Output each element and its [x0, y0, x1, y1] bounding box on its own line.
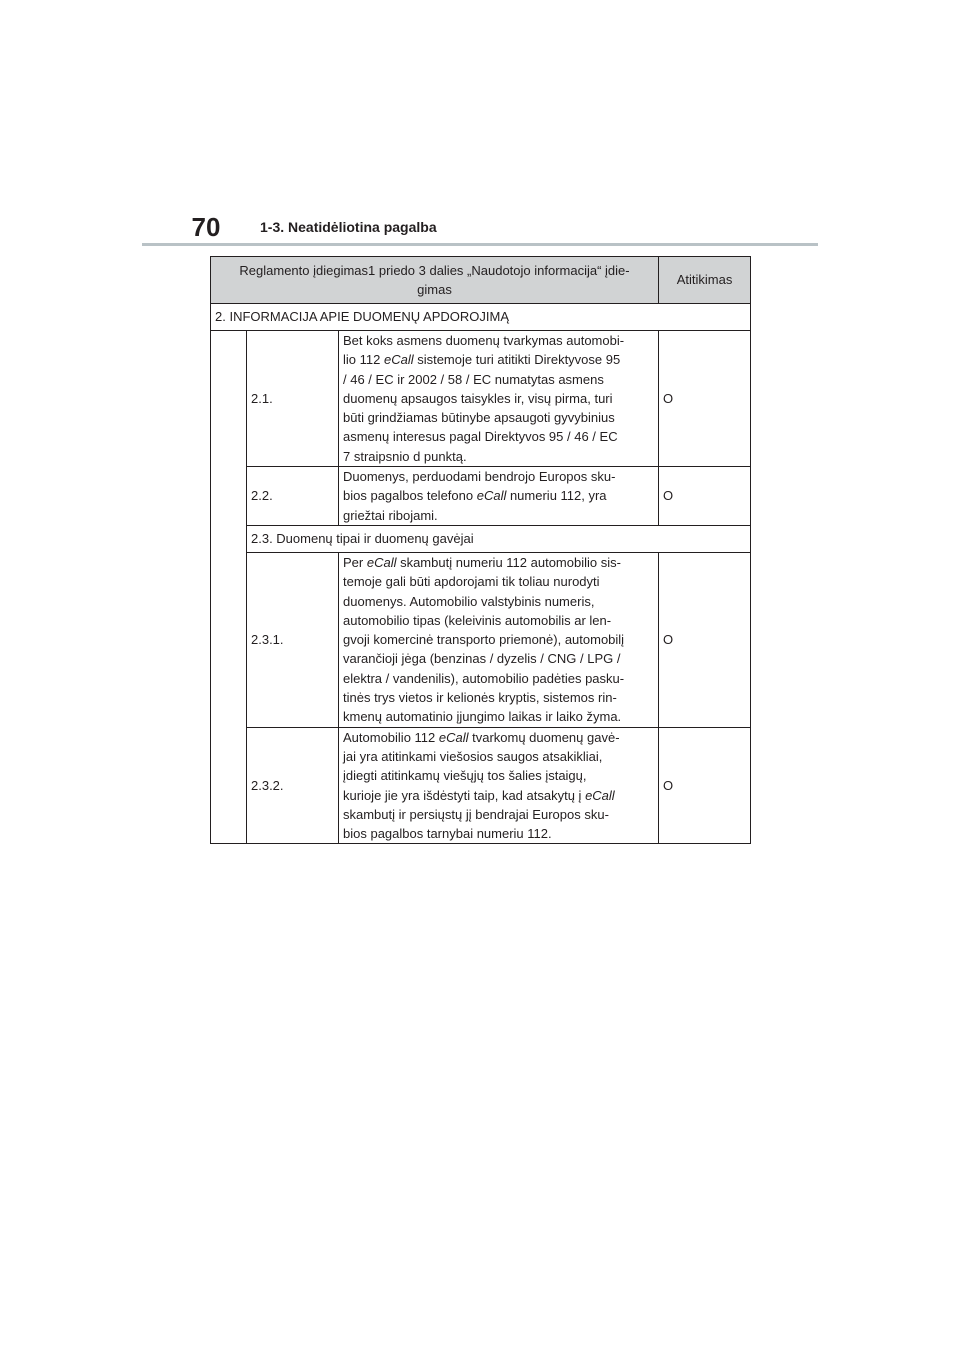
regulation-table	[210, 256, 751, 844]
description-line: kmenų automatinio įjungimo laikas ir laiko žyma.	[343, 709, 622, 725]
header-divider	[142, 243, 818, 246]
item-description	[339, 331, 659, 467]
description-line: asmenų interesus pagal Direktyvos 95 / 46 / EC	[343, 429, 618, 445]
description-line: Automobilio 112 eCall tvarkomų duomenų gavė-	[343, 729, 620, 745]
description-line: Duomenys, perduodami bendrojo Europos sku-	[343, 469, 616, 485]
description-line: tinės trys vietos ir kelionės kryptis, sistemos rin-	[343, 690, 617, 706]
column-header-line: Reglamento įdiegimas1 priedo 3 dalies „Naudotojo informacija“ įdie-	[239, 262, 630, 278]
description-line: jai yra atitinkami viešosios saugos atsakikliai,	[343, 748, 603, 764]
description-line: bios pagalbos tarnybai numeriu 112.	[343, 826, 552, 842]
description-line: 7 straipsnio d punktą.	[343, 448, 467, 464]
description-line: duomenys. Automobilio valstybinis numeris,	[343, 593, 595, 609]
ecall-term: eCall	[383, 352, 414, 368]
item-number: 2.2.	[247, 467, 339, 526]
description-line: gvoji komercinė transporto priemonė), automobilį	[343, 632, 625, 648]
description-line: lio 112 eCall sistemoje turi atitikti Direktyvose 95	[343, 352, 621, 368]
description-line: įdiegti atitinkamų viešųjų tos šalies įstaigų,	[343, 768, 587, 784]
ecall-term: eCall	[366, 554, 397, 570]
description-line: griežtai ribojami.	[343, 507, 438, 523]
table-row	[211, 727, 751, 844]
column-header-line: gimas	[417, 282, 452, 297]
section-title: 1-3. Neatidėliotina pagalba	[260, 219, 437, 235]
description-line: / 46 / EC ir 2002 / 58 / EC numatytas asmens	[343, 371, 604, 387]
description-line: elektra / vandenilis), automobilio padėties pasku-	[343, 670, 625, 686]
description-line: bios pagalbos telefono eCall numeriu 112, yra	[343, 488, 607, 504]
column-header-compliance: Atitikimas	[659, 257, 751, 304]
section-heading: 2. INFORMACIJA APIE DUOMENŲ APDOROJIMĄ	[211, 304, 751, 331]
item-description	[339, 467, 659, 526]
compliance-mark: O	[659, 727, 751, 844]
description-line: varančioji jėga (benzinas / dyzelis / CNG / LPG /	[343, 651, 621, 667]
compliance-mark: O	[659, 331, 751, 467]
compliance-mark: O	[659, 467, 751, 526]
description-line: būti grindžiamas būtinybe apsaugoti gyvybinius	[343, 410, 615, 426]
description-line: duomenų apsaugos taisykles ir, visų pirma, turi	[343, 390, 613, 406]
table-row	[211, 525, 751, 552]
compliance-mark: O	[659, 552, 751, 727]
description-line: Bet koks asmens duomenų tvarkymas automobi-	[343, 333, 625, 348]
description-line: skambutį ir persiųstų jį bendrajai Europos sku-	[343, 806, 609, 822]
table-row	[211, 331, 751, 467]
ecall-term: eCall	[585, 787, 615, 803]
description-line: kurioje jie yra išdėstyti taip, kad atsakytų į eCall	[343, 787, 615, 803]
table-row	[211, 552, 751, 727]
item-number: 2.3.1.	[247, 552, 339, 727]
ecall-term: eCall	[476, 488, 507, 504]
description-line: temoje gali būti apdorojami tik toliau nurodyti	[343, 574, 600, 590]
table-row	[211, 304, 751, 331]
table-row	[211, 467, 751, 526]
subsection-heading: 2.3. Duomenų tipai ir duomenų gavėjai	[247, 525, 751, 552]
indent-cell	[211, 331, 247, 844]
table-header-row	[211, 257, 751, 304]
page-number: 70	[191, 212, 221, 242]
column-header-requirement	[211, 257, 659, 304]
ecall-term: eCall	[438, 729, 469, 745]
description-line: Per eCall skambutį numeriu 112 automobilio sis-	[343, 554, 621, 570]
item-description	[339, 552, 659, 727]
item-number: 2.3.2.	[247, 727, 339, 844]
description-line: automobilio tipas (keleivinis automobilis ar len-	[343, 612, 612, 628]
item-description	[339, 727, 659, 844]
item-number: 2.1.	[247, 331, 339, 467]
